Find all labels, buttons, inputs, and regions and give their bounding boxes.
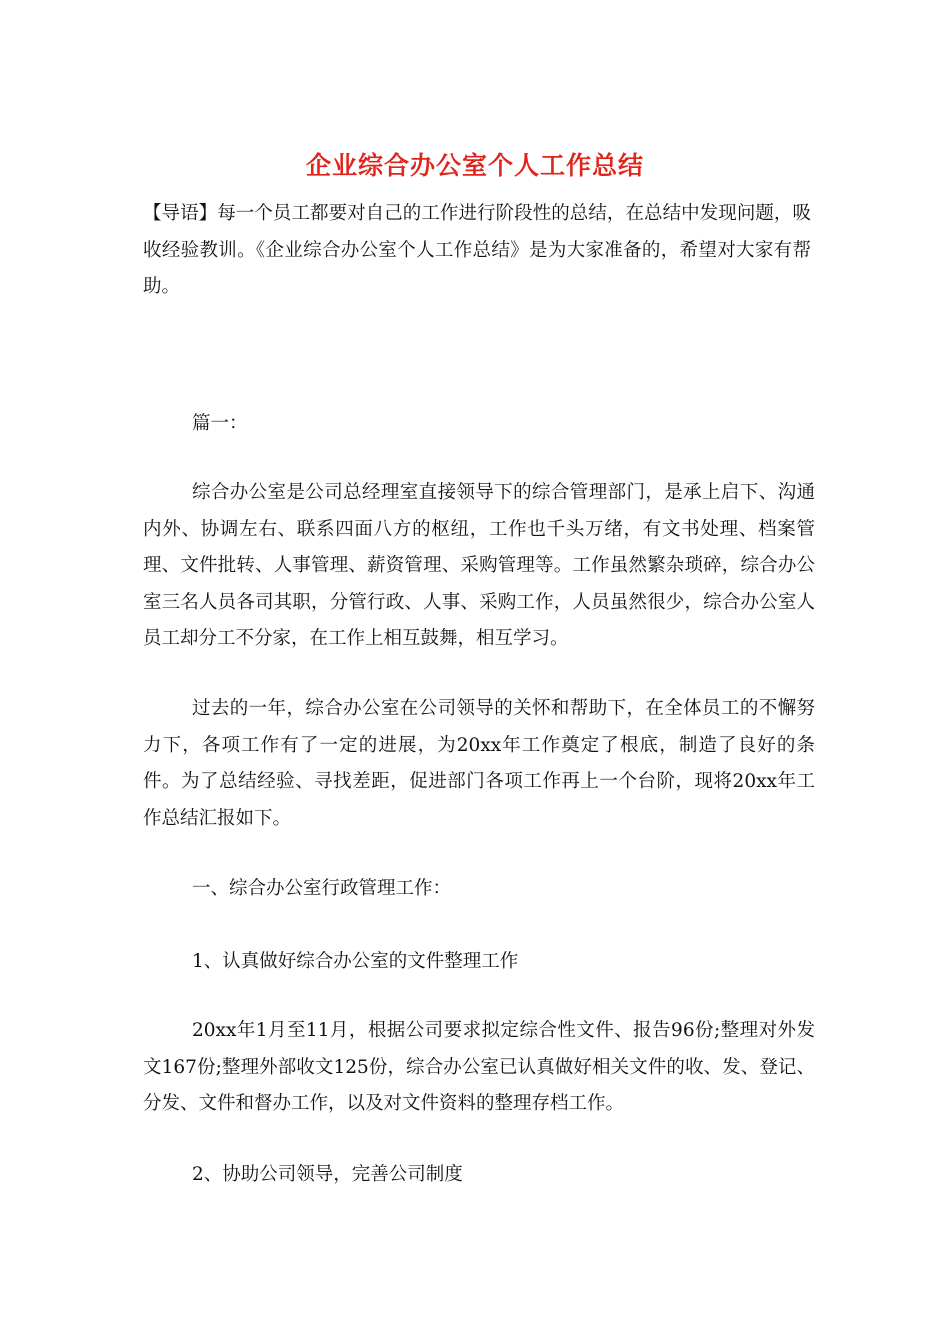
document-title: 企业综合办公室个人工作总结 (305, 151, 644, 180)
body-paragraph: 20xx年1月至11月，根据公司要求拟定综合性文件、报告96份;整理对外发文167份;整理外部收文125份，综合办公室已认真做好相关文件的收、发、登记、分发、文件和督办工作，以及对文件资料的整理存档工作。 (143, 1020, 815, 1114)
body-paragraph: 综合办公室是公司总经理室直接领导下的综合管理部门，是承上启下、沟通内外、协调左右、联系四面八方的枢纽，工作也千头万绪，有文书处理、档案管理、文件批转、人事管理、薪资管理、采购管理等。工作虽然繁杂琐碎，综合办公室三名人员各司其职，分管行政、人事、采购工作，人员虽然很少，综合办公室人员工却分工不分家，在工作上相互鼓舞，相互学习。 (143, 482, 815, 649)
subsection-heading: 1、认真做好综合办公室的文件整理工作 (192, 951, 519, 972)
body-paragraph: 过去的一年，综合办公室在公司领导的关怀和帮助下，在全体员工的不懈努力下，各项工作有了一定的进展，为20xx年工作奠定了根底，制造了良好的条件。为了总结经验、寻找差距，促进部门各项工作再上一个台阶，现将20xx年工作总结汇报如下。 (143, 698, 815, 829)
intro-paragraph: 【导语】每一个员工都要对自己的工作进行阶段性的总结，在总结中发现问题，吸收经验教训。《企业综合办公室个人工作总结》是为大家准备的，希望对大家有帮助。 (143, 203, 811, 297)
section-label: 篇一： (192, 413, 248, 434)
section-heading: 一、综合办公室行政管理工作： (192, 878, 452, 899)
subsection-heading: 2、协助公司领导，完善公司制度 (192, 1164, 463, 1185)
